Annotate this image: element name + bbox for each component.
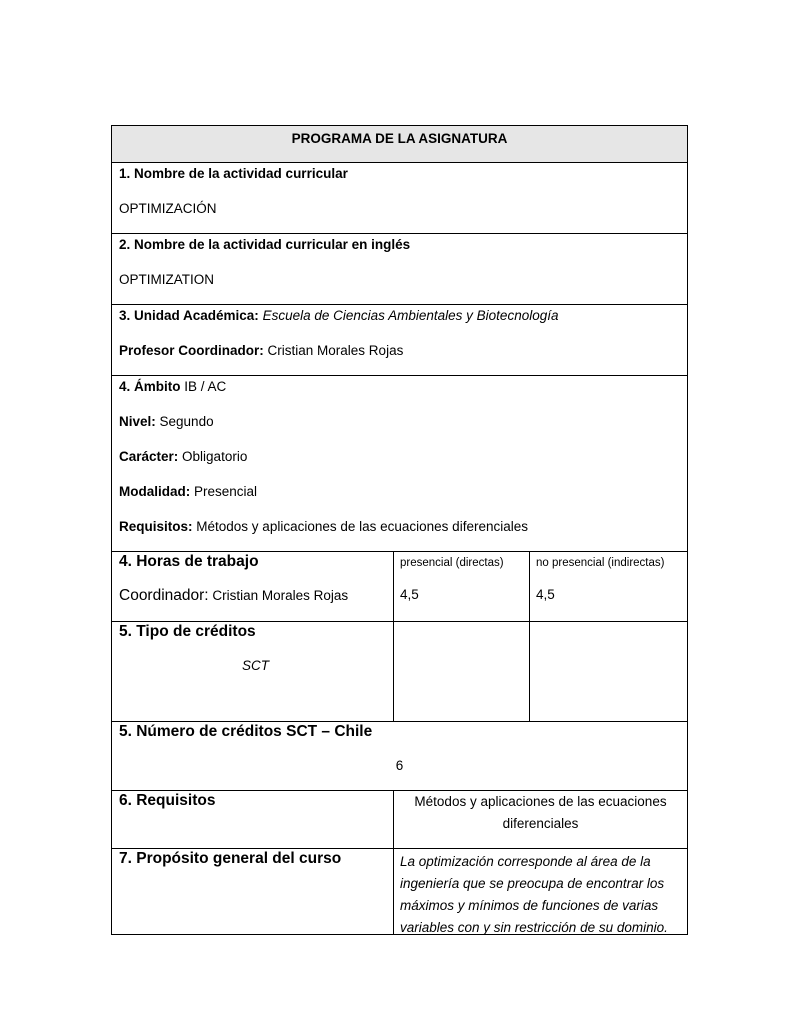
tipo-empty-cell-2 bbox=[529, 622, 687, 721]
table-header bbox=[112, 126, 687, 162]
coordinador-line bbox=[119, 588, 348, 604]
proposito-line: máximos y mínimos de funciones de varias bbox=[400, 898, 659, 913]
caracter-line bbox=[119, 449, 247, 465]
course-program-table bbox=[111, 125, 688, 935]
proposito-line: variables con y sin restricción de su dominio. bbox=[400, 920, 668, 935]
ambito-label: 4. Ámbito bbox=[119, 379, 181, 394]
proposito-line: ingeniería que se preocupa de encontrar los bbox=[400, 876, 665, 891]
section-name-english bbox=[112, 233, 687, 304]
req6-value-line2: diferenciales bbox=[502, 816, 579, 831]
horas-label: 4. Horas de trabajo bbox=[119, 553, 259, 570]
section-horas bbox=[112, 551, 687, 621]
section-proposito bbox=[112, 848, 687, 934]
nivel-label: Nivel: bbox=[119, 414, 156, 429]
profesor-label: Profesor Coordinador: bbox=[119, 343, 264, 358]
page-title: PROGRAMA DE LA ASIGNATURA bbox=[291, 131, 508, 146]
caracter-label: Carácter: bbox=[119, 449, 179, 464]
presencial-label: presencial (directas) bbox=[400, 557, 504, 569]
horas-cell bbox=[112, 552, 393, 621]
section-requisitos bbox=[112, 790, 687, 848]
tipo-value: SCT bbox=[242, 658, 269, 673]
section-name-label: 1. Nombre de la actividad curricular bbox=[119, 166, 348, 181]
section-name-english-label: 2. Nombre de la actividad curricular en inglés bbox=[119, 237, 411, 252]
section-name-value: OPTIMIZACIÓN bbox=[119, 201, 217, 216]
req6-label-cell bbox=[112, 791, 393, 848]
modalidad-line bbox=[119, 484, 257, 500]
unidad-label: 3. Unidad Académica: bbox=[119, 308, 259, 323]
tipo-cell bbox=[112, 622, 393, 721]
nivel-line bbox=[119, 414, 214, 430]
req6-value-line1: Métodos y aplicaciones de las ecuaciones bbox=[414, 794, 667, 809]
requisitos-value: Métodos y aplicaciones de las ecuaciones diferenciales bbox=[196, 519, 528, 534]
coordinador-value: Cristian Morales Rojas bbox=[212, 588, 349, 603]
presencial-value: 4,5 bbox=[400, 587, 419, 602]
presencial-cell bbox=[393, 552, 529, 621]
section-unidad bbox=[112, 304, 687, 375]
proposito-label: 7. Propósito general del curso bbox=[119, 850, 342, 867]
section-ambito bbox=[112, 375, 687, 551]
proposito-line: La optimización corresponde al área de la bbox=[400, 854, 651, 869]
req6-value-cell bbox=[393, 791, 687, 848]
profesor-line bbox=[119, 343, 403, 359]
modalidad-label: Modalidad: bbox=[119, 484, 191, 499]
numero-label: 5. Número de créditos SCT – Chile bbox=[119, 723, 373, 740]
tipo-empty-cell-1 bbox=[393, 622, 529, 721]
proposito-label-cell bbox=[112, 849, 393, 934]
profesor-value: Cristian Morales Rojas bbox=[267, 343, 404, 358]
coordinador-label: Coordinador: bbox=[119, 587, 209, 604]
numero-value: 6 bbox=[395, 758, 404, 773]
section-name-english-value: OPTIMIZATION bbox=[119, 272, 214, 287]
no-presencial-value: 4,5 bbox=[536, 587, 555, 602]
requisitos-line bbox=[119, 519, 528, 535]
modalidad-value: Presencial bbox=[194, 484, 258, 499]
section-numero-creditos bbox=[112, 721, 687, 790]
proposito-value-cell bbox=[393, 849, 687, 934]
section-tipo-creditos bbox=[112, 621, 687, 721]
no-presencial-cell bbox=[529, 552, 687, 621]
no-presencial-label: no presencial (indirectas) bbox=[536, 557, 665, 569]
ambito-line bbox=[119, 379, 226, 395]
ambito-value: IB / AC bbox=[184, 379, 227, 394]
caracter-value: Obligatorio bbox=[182, 449, 248, 464]
unidad-value: Escuela de Ciencias Ambientales y Biotecnología bbox=[262, 308, 559, 323]
unidad-line bbox=[119, 308, 558, 324]
nivel-value: Segundo bbox=[159, 414, 214, 429]
tipo-label: 5. Tipo de créditos bbox=[119, 623, 256, 640]
req6-label: 6. Requisitos bbox=[119, 792, 216, 809]
requisitos-label: Requisitos: bbox=[119, 519, 193, 534]
section-name bbox=[112, 162, 687, 233]
